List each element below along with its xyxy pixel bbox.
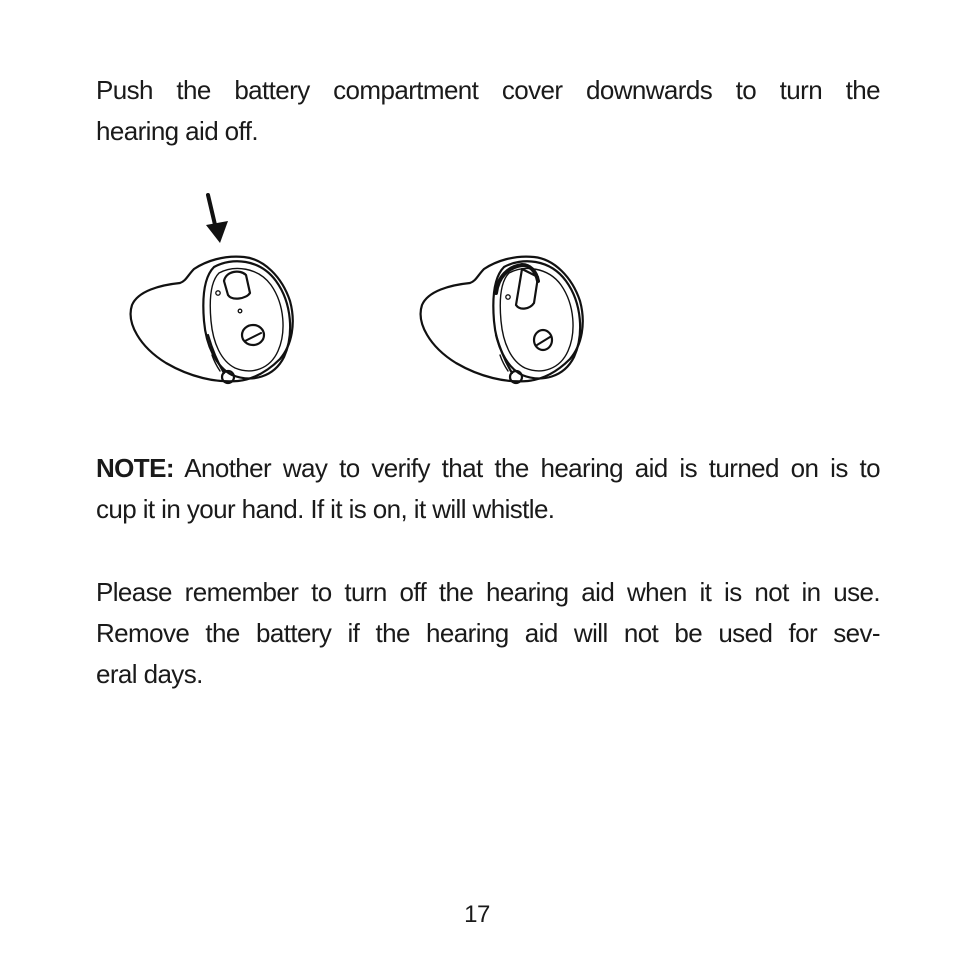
note-label: NOTE: — [96, 453, 174, 483]
paragraph-line: Remove the battery if the hearing aid will not be used for sev- — [96, 618, 880, 648]
page-number: 17 — [464, 901, 490, 928]
paragraph-line: hearing aid off. — [96, 116, 258, 146]
hearing-aid-open-icon — [421, 257, 583, 383]
hearing-aid-illustration — [120, 185, 600, 400]
down-arrow-icon — [206, 195, 228, 243]
paragraph-line: eral days. — [96, 659, 203, 689]
note-paragraph — [96, 448, 880, 530]
hearing-aid-closed-icon — [131, 195, 293, 383]
reminder-paragraph — [96, 572, 880, 695]
paragraph-line: Push the battery compartment cover downwards to turn the — [96, 75, 880, 105]
paragraph-line: Please remember to turn off the hearing aid when it is not in use. — [96, 577, 880, 607]
note-text: Another way to verify that the hearing aid is turned on is to — [173, 453, 880, 483]
paragraph-line: cup it in your hand. If it is on, it will whistle. — [96, 494, 555, 524]
paragraph-line — [96, 448, 880, 489]
instruction-paragraph — [96, 70, 880, 152]
